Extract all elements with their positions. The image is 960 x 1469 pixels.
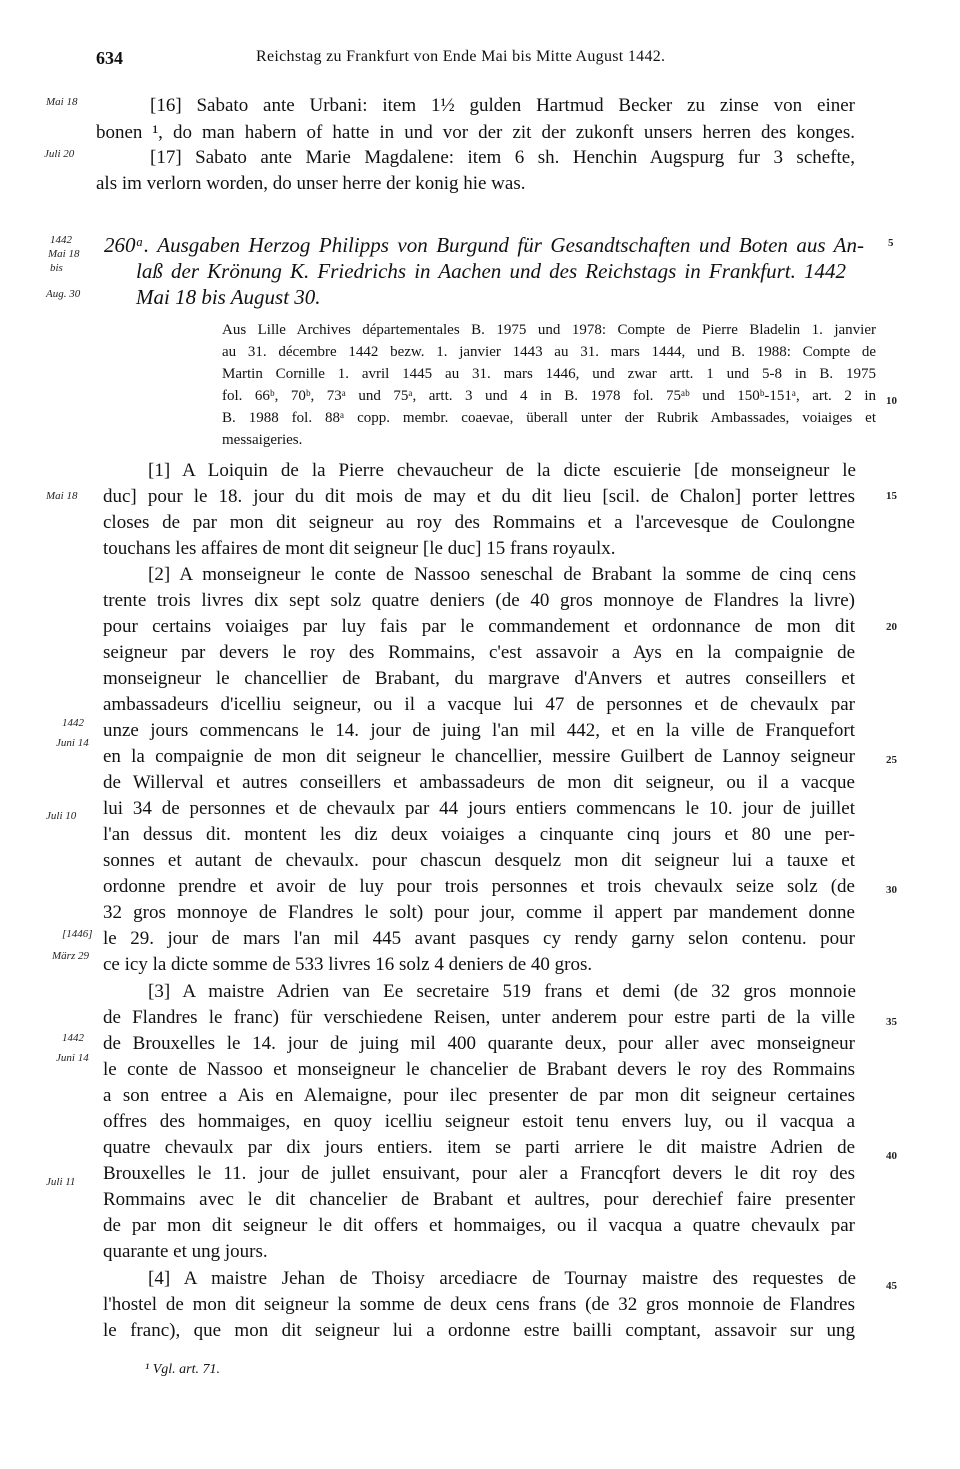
line-number: 45 [886,1280,897,1292]
text-line: de par mon dit seigneur le dit offers et hommaiges, ou il vacqua a quatre chevaulx par [103,1215,855,1236]
section-heading: 260ᵃ. Ausgaben Herzog Philipps von Burgund für Gesandtschaften und Boten aus An- [104,233,864,257]
line-number: 25 [886,754,897,766]
text-line: l'an dessus dit. montent les diz deux voiaiges a cinquante cinq jours et 80 une per- [103,824,855,845]
margin-date: Mai 18 [46,490,78,502]
line-number: 40 [886,1150,897,1162]
text-line: ambassadeurs d'icelliu seigneur, ou il a vacque lui 47 de personnes et de chevaulx par [103,694,855,715]
source-note-line: fol. 66ᵇ, 70ᵇ, 73ᵃ und 75ᵃ, artt. 3 und 4 in B. 1978 fol. 75ᵃᵇ und 150ᵇ-151ᵃ, art. 2 in [222,388,876,404]
margin-date: bis [50,262,63,274]
margin-date: Aug. 30 [46,288,81,300]
text-line: [3] A maistre Adrien van Ee secretaire 519 frans et demi (de 32 gros monnoie [148,981,856,1002]
text-line: de Brouxelles le 14. jour de juing mil 400 quarante deux, pour aller avec monseigneur [103,1033,855,1054]
margin-date: [1446] [62,928,93,940]
text-line: pour certains voiaiges par luy fais par le commandement et ordonnance de mon dit [103,616,855,637]
margin-date: 1442 [50,234,72,246]
margin-date: Juli 11 [46,1176,76,1188]
text-line: touchans les affaires de mont dit seigneur [le duc] 15 frans royaulx. [103,538,616,559]
text-line: lui 34 de personnes et de chevaulx par 44 jours entiers commencans le 10. jour de juillet [103,798,855,819]
section-heading: laß der Krönung K. Friedrichs in Aachen und des Reichstags in Frankfurt. 1442 [136,259,846,283]
text-line: ce icy la dicte somme de 533 livres 16 solz 4 deniers de 40 gros. [103,954,593,975]
text-line: le franc), que mon dit seigneur lui a ordonne estre bailli comptant, assavoir sur ung [103,1320,855,1341]
source-note-line: au 31. décembre 1442 bezw. 1. janvier 1443 au 31. mars 1444, und B. 1988: Compte de [222,344,876,360]
margin-date: 1442 [62,717,84,729]
text-line: l'hostel de mon dit seigneur la somme de deux cens frans (de 32 gros monnoie de Flandres [103,1294,855,1315]
text-line: en la compaignie de mon dit seigneur le chancellier, messire Guilbert de Lannoy seigneur [103,746,855,767]
line-number: 10 [886,395,897,407]
text-line: duc] pour le 18. jour du dit mois de may et du dit lieu [scil. de Chalon] porter lettres [103,486,855,507]
line-number: 5 [888,237,894,249]
text-line: [4] A maistre Jehan de Thoisy arcediacre de Tournay maistre des requestes de [148,1268,856,1289]
text-line: le 29. jour de mars l'an mil 445 avant pasques cy rendy garny selon contenu. pour [103,928,855,949]
running-title: Reichstag zu Frankfurt von Ende Mai bis Mitte August 1442. [256,48,666,65]
line-number: 20 [886,621,897,633]
page-number: 634 [96,48,123,68]
margin-date: Mai 18 [46,96,78,108]
text-line: Rommains avec le dit chancelier de Brabant et aultres, pour derechief faire presenter [103,1189,855,1210]
section-heading: Mai 18 bis August 30. [136,285,321,309]
text-line: Brouxelles le 11. jour de jullet ensuivant, pour aler a Francqfort devers le dit roy des [103,1163,855,1184]
line-number: 15 [886,490,897,502]
footnote: ¹ Vgl. art. 71. [145,1362,220,1377]
margin-date: Mai 18 [48,248,80,260]
text-line: le conte de Nassoo et monseigneur le chancelier de Brabant devers le roy des Rommains [103,1059,855,1080]
margin-date: Juni 14 [56,737,89,749]
text-line: [2] A monseigneur le conte de Nassoo seneschal de Brabant la somme de cinq cens [148,564,856,585]
text-line: als im verlorn worden, do unser herre der konig hie was. [96,173,526,194]
line-number: 35 [886,1016,897,1028]
source-note-line: B. 1988 fol. 88ᵃ copp. membr. coaevae, überall unter der Rubrik Ambassades, voiaiges et [222,410,876,426]
text-line: de Willerval et autres conseillers et ambassadeurs de mon dit seigneur, ou il a vacque [103,772,855,793]
margin-date: Juli 10 [46,810,77,822]
text-line: [16] Sabato ante Urbani: item 1½ gulden Hartmud Becker zu zinse von einer [150,95,855,116]
running-header [96,48,876,72]
margin-date: März 29 [52,950,89,962]
source-note-line: Martin Cornille 1. avril 1445 au 31. mars 1446, und zwar artt. 1 und 5-8 in B. 1975 [222,366,876,382]
text-line: monseigneur le chancellier de Brabant, du margrave d'Anvers et autres conseillers et [103,668,855,689]
text-line: quarante et ung jours. [103,1241,268,1262]
margin-date: Juni 14 [56,1052,89,1064]
text-line: seigneur par devers le roy des Rommains, c'est assavoir a Ays en la compaignie de [103,642,855,663]
text-line: quatre chevaulx par dix jours entiers. item se parti arriere le dit maistre Adrien de [103,1137,855,1158]
text-line: ordonne prendre et avoir de luy pour trois personnes et trois chevaulx seize solz (de [103,876,855,897]
text-line: closes de par mon dit seigneur au roy des Rommains et a l'arcevesque de Coulongne [103,512,855,533]
text-line: bonen ¹, do man habern of hatte in und vor der zit der zukonft unsers herren des konges. [96,122,855,143]
text-line: sonnes et autant de chevaulx. pour chascun desquelz mon dit seigneur lui a tauxe et [103,850,855,871]
margin-date: 1442 [62,1032,84,1044]
text-line: [1] A Loiquin de la Pierre chevaucheur de la dicte escuierie [de monseigneur le [148,460,856,481]
text-line: offres des hommaiges, en quoy icelliu seigneur estoit tenu envers luy, ou il vacqua a [103,1111,855,1132]
source-note-line: messaigeries. [222,432,303,448]
text-line: 32 gros monnoye de Flandres le solt) pour jour, comme il appert par mandement donne [103,902,855,923]
margin-date: Juli 20 [44,148,75,160]
text-line: unze jours commencans le 14. jour de juing l'an mil 442, et en la ville de Franquefort [103,720,855,741]
text-line: a son entree a Ais en Alemaigne, pour ilec presenter de par mon dit seigneur certaines [103,1085,855,1106]
source-note-line: Aus Lille Archives départementales B. 1975 und 1978: Compte de Pierre Bladelin 1. janvier [222,322,876,338]
text-line: trente trois livres dix sept solz quatre deniers (de 40 gros monnoye de Flandres la livre) [103,590,855,611]
text-line: de Flandres le franc) für verschiedene Reisen, unter anderem pour estre parti de la ville [103,1007,855,1028]
line-number: 30 [886,884,897,896]
text-line: [17] Sabato ante Marie Magdalene: item 6 sh. Henchin Augspurg fur 3 schefte, [150,147,855,168]
